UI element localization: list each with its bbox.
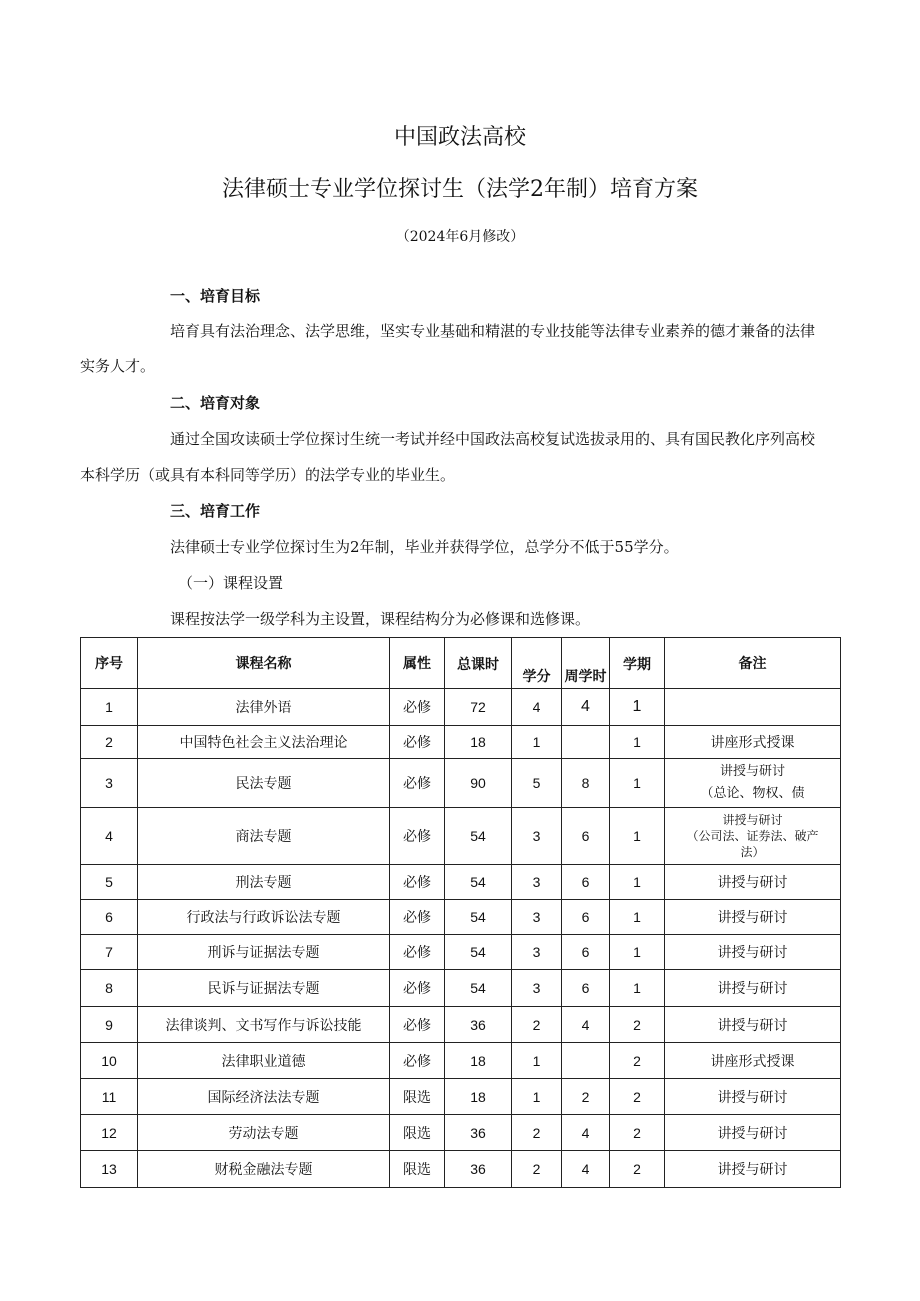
- cell-hours: 18: [445, 1079, 512, 1115]
- cell-hours: 90: [445, 759, 512, 808]
- cell-term: 1: [610, 900, 665, 935]
- cell-weekly: [562, 726, 610, 759]
- subsection-1-heading: （一）课程设置: [178, 574, 284, 592]
- cell-term: 1: [610, 808, 665, 865]
- cell-credits: 3: [512, 935, 562, 970]
- cell-credits: 1: [512, 726, 562, 759]
- note-line: 讲授与研讨: [719, 764, 785, 779]
- cell-weekly: 6: [562, 935, 610, 970]
- note-line: （公司法、证券法、破产: [686, 829, 819, 843]
- cell-type: 必修: [390, 726, 445, 759]
- cell-term: 1: [610, 935, 665, 970]
- cell-no: 7: [81, 935, 138, 970]
- cell-no: 5: [81, 865, 138, 900]
- course-table: [80, 637, 841, 1188]
- table-row: [81, 1151, 841, 1188]
- cell-note: 讲授与研讨: [665, 1007, 841, 1043]
- section-1-heading: 一、培育目标: [170, 287, 261, 305]
- cell-weekly: 4: [562, 1115, 610, 1151]
- cell-type: 必修: [390, 970, 445, 1007]
- cell-name: 行政法与行政诉讼法专题: [138, 900, 390, 935]
- document-title: 法律硕士专业学位探讨生（法学2年制）培育方案: [222, 177, 698, 202]
- cell-credits: 3: [512, 970, 562, 1007]
- cell-hours: 36: [445, 1151, 512, 1188]
- cell-term: 1: [610, 689, 665, 726]
- cell-note: 讲授与研讨: [665, 1115, 841, 1151]
- note-line: 法）: [740, 845, 765, 859]
- cell-hours: 72: [445, 689, 512, 726]
- cell-no: 8: [81, 970, 138, 1007]
- cell-no: 12: [81, 1115, 138, 1151]
- header-name: 课程名称: [138, 638, 390, 689]
- cell-credits: 3: [512, 865, 562, 900]
- note-line: 讲授与研讨: [722, 813, 783, 827]
- subsection-1-text: 课程按法学一级学科为主设置，课程结构分为必修课和选修课。: [170, 610, 591, 628]
- cell-note: 讲授与研讨: [665, 900, 841, 935]
- cell-term: 2: [610, 1151, 665, 1188]
- cell-no: 2: [81, 726, 138, 759]
- cell-weekly: 8: [562, 759, 610, 808]
- cell-term: 1: [610, 865, 665, 900]
- cell-note: [665, 689, 841, 726]
- cell-hours: 54: [445, 970, 512, 1007]
- cell-weekly: 6: [562, 970, 610, 1007]
- cell-note: 讲座形式授课: [665, 726, 841, 759]
- cell-name: 刑诉与证据法专题: [138, 935, 390, 970]
- cell-name: 民诉与证据法专题: [138, 970, 390, 1007]
- cell-note: 讲授与研讨: [665, 1079, 841, 1115]
- table-row: [81, 808, 841, 865]
- cell-type: 限选: [390, 1115, 445, 1151]
- cell-weekly: 2: [562, 1079, 610, 1115]
- cell-hours: 54: [445, 808, 512, 865]
- cell-no: 11: [81, 1079, 138, 1115]
- table-row: [81, 1079, 841, 1115]
- cell-credits: 2: [512, 1151, 562, 1188]
- section-2-text-line2: 本科学历（或具有本科同等学历）的法学专业的毕业生。: [80, 466, 456, 484]
- header-credits: 学分: [512, 638, 562, 689]
- header-weekly: 周学时: [562, 638, 610, 689]
- cell-term: 2: [610, 1115, 665, 1151]
- cell-credits: 4: [512, 689, 562, 726]
- cell-no: 10: [81, 1043, 138, 1079]
- header-type: 属性: [390, 638, 445, 689]
- cell-no: 9: [81, 1007, 138, 1043]
- section-2-heading: 二、培育对象: [170, 394, 261, 412]
- cell-weekly: 4: [562, 1151, 610, 1188]
- table-row: [81, 970, 841, 1007]
- cell-hours: 54: [445, 865, 512, 900]
- cell-credits: 1: [512, 1043, 562, 1079]
- table-row: [81, 726, 841, 759]
- cell-type: 必修: [390, 935, 445, 970]
- cell-hours: 18: [445, 726, 512, 759]
- cell-type: 必修: [390, 689, 445, 726]
- cell-hours: 54: [445, 900, 512, 935]
- table-row: [81, 689, 841, 726]
- cell-term: 2: [610, 1007, 665, 1043]
- cell-credits: 2: [512, 1007, 562, 1043]
- cell-weekly: 4: [562, 1007, 610, 1043]
- revision-note: （2024年6月修改）: [395, 229, 525, 245]
- cell-name: 法律外语: [138, 689, 390, 726]
- table-row: [81, 759, 841, 808]
- cell-name: 财税金融法专题: [138, 1151, 390, 1188]
- cell-type: 限选: [390, 1151, 445, 1188]
- cell-hours: 36: [445, 1007, 512, 1043]
- table-row: [81, 1115, 841, 1151]
- cell-hours: 18: [445, 1043, 512, 1079]
- note-line: （总论、物权、债: [700, 786, 805, 801]
- cell-type: 必修: [390, 759, 445, 808]
- table-row: [81, 865, 841, 900]
- section-2-text-line1: 通过全国攻读硕士学位探讨生统一考试并经中国政法高校复试选拔录用的、具有国民教化序列高校: [170, 430, 816, 448]
- cell-type: 必修: [390, 900, 445, 935]
- cell-weekly: 6: [562, 900, 610, 935]
- cell-type: 限选: [390, 1079, 445, 1115]
- cell-credits: 5: [512, 759, 562, 808]
- table-row: [81, 1007, 841, 1043]
- cell-name: 法律职业道德: [138, 1043, 390, 1079]
- header-term: 学期: [610, 638, 665, 689]
- section-1-text-line1: 培育具有法治理念、法学思维，坚实专业基础和精湛的专业技能等法律专业素养的德才兼备的法律: [170, 322, 816, 340]
- school-name: 中国政法高校: [393, 125, 526, 150]
- section-3-heading: 三、培育工作: [170, 502, 261, 520]
- cell-no: 4: [81, 808, 138, 865]
- table-row: [81, 1043, 841, 1079]
- cell-note: 讲授与研讨: [665, 970, 841, 1007]
- cell-no: 1: [81, 689, 138, 726]
- cell-no: 13: [81, 1151, 138, 1188]
- cell-hours: 54: [445, 935, 512, 970]
- cell-type: 必修: [390, 865, 445, 900]
- cell-weekly: 4: [562, 689, 610, 726]
- cell-term: 1: [610, 726, 665, 759]
- cell-type: 必修: [390, 1007, 445, 1043]
- table-row: [81, 900, 841, 935]
- cell-no: 6: [81, 900, 138, 935]
- cell-credits: 3: [512, 808, 562, 865]
- cell-name: 中国特色社会主义法治理论: [138, 726, 390, 759]
- cell-weekly: 6: [562, 808, 610, 865]
- cell-note: [665, 808, 841, 865]
- cell-no: 3: [81, 759, 138, 808]
- section-1-text-line2: 实务人才。: [80, 357, 156, 375]
- cell-type: 必修: [390, 808, 445, 865]
- cell-weekly: [562, 1043, 610, 1079]
- cell-hours: 36: [445, 1115, 512, 1151]
- cell-note: 讲授与研讨: [665, 865, 841, 900]
- cell-term: 1: [610, 759, 665, 808]
- cell-note: [665, 759, 841, 808]
- cell-term: 2: [610, 1043, 665, 1079]
- cell-term: 2: [610, 1079, 665, 1115]
- cell-credits: 1: [512, 1079, 562, 1115]
- section-3-text-line1: 法律硕士专业学位探讨生为2年制，毕业并获得学位，总学分不低于55学分。: [170, 538, 679, 556]
- cell-term: 1: [610, 970, 665, 1007]
- cell-type: 必修: [390, 1043, 445, 1079]
- cell-name: 劳动法专题: [138, 1115, 390, 1151]
- table-row: [81, 935, 841, 970]
- cell-note: 讲座形式授课: [665, 1043, 841, 1079]
- cell-name: 民法专题: [138, 759, 390, 808]
- cell-name: 刑法专题: [138, 865, 390, 900]
- cell-name: 商法专题: [138, 808, 390, 865]
- cell-note: 讲授与研讨: [665, 935, 841, 970]
- header-note: 备注: [665, 638, 841, 689]
- cell-note: 讲授与研讨: [665, 1151, 841, 1188]
- header-no: 序号: [81, 638, 138, 689]
- cell-credits: 2: [512, 1115, 562, 1151]
- cell-weekly: 6: [562, 865, 610, 900]
- header-hours: 总课时: [445, 638, 512, 689]
- cell-name: 法律谈判、文书写作与诉讼技能: [138, 1007, 390, 1043]
- cell-credits: 3: [512, 900, 562, 935]
- cell-name: 国际经济法法专题: [138, 1079, 390, 1115]
- table-header-row: [81, 638, 841, 689]
